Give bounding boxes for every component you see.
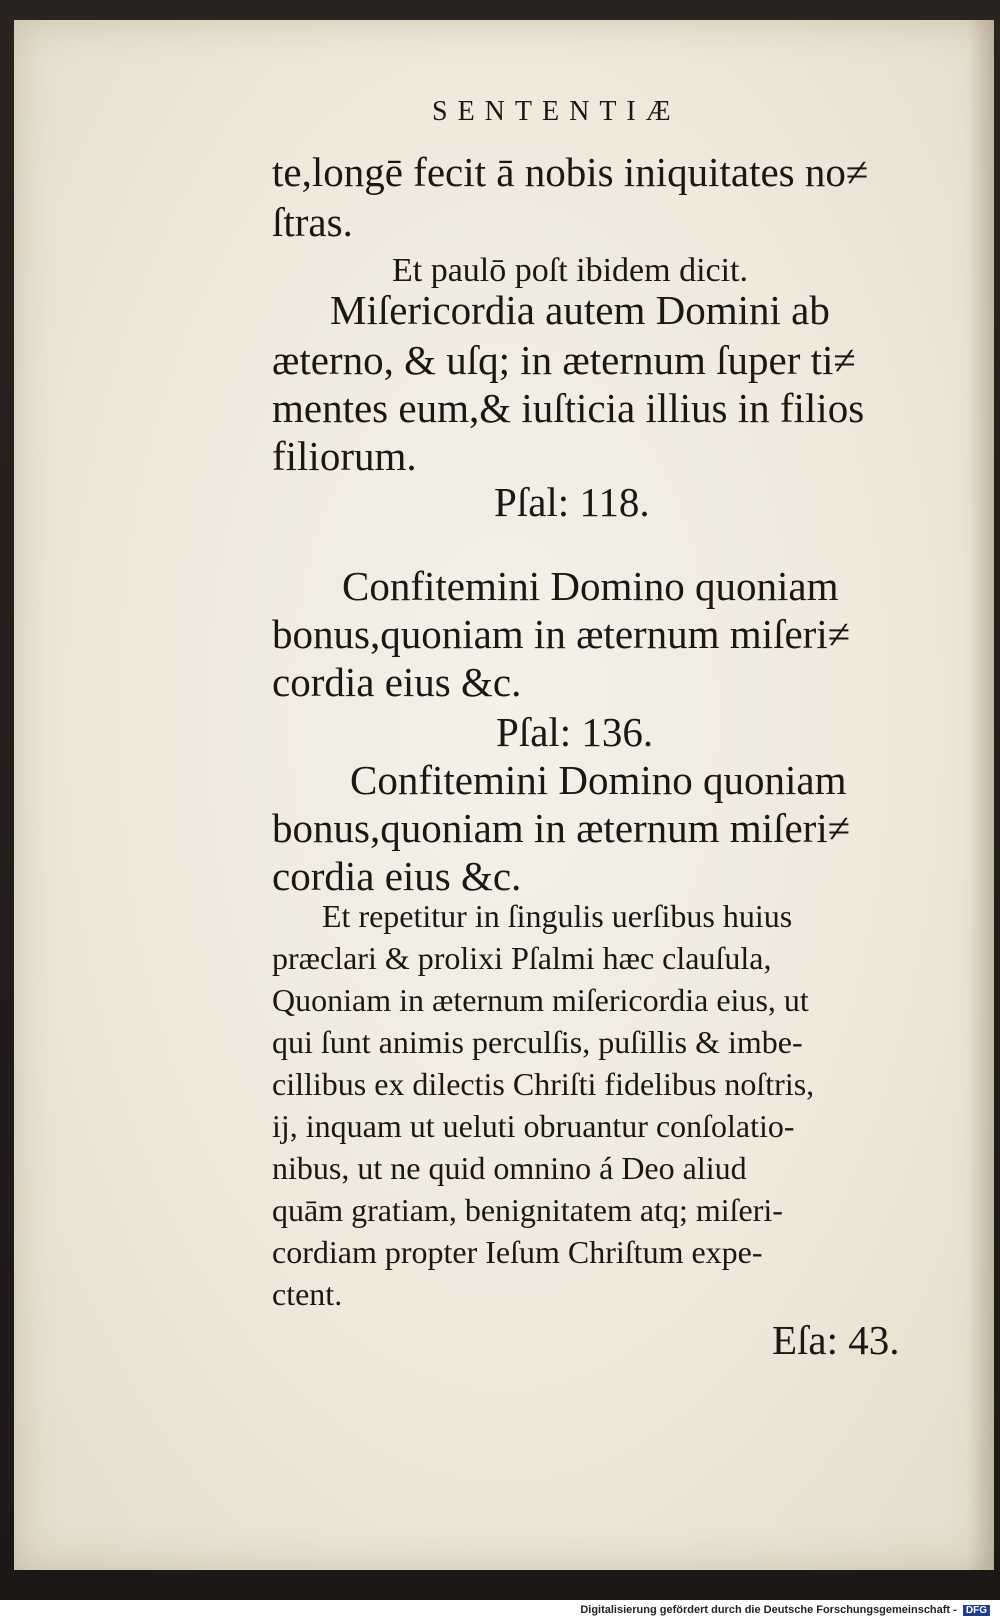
text-line-6: mentes eum,& iuſticia illius in filios xyxy=(272,385,865,431)
text-line-15: cordia eius &c. xyxy=(272,853,522,899)
text-line-25: ctent. xyxy=(272,1276,343,1312)
text-line-17: præclari & prolixi Pſalmi hæc clauſula, xyxy=(272,940,772,976)
text-line-9: Confitemini Domino quoniam xyxy=(342,563,839,609)
text-line-5: æterno, & uſq; in æternum ſuper ti≠ xyxy=(272,337,856,383)
text-line-22: nibus, ut ne quid omnino á Deo aliud xyxy=(272,1150,747,1186)
psalm-ref-118: Pſal: 118. xyxy=(494,479,650,525)
text-line-7: filiorum. xyxy=(272,433,417,479)
text-line-20: cillibus ex dilectis Chriſti fidelibus noſtris, xyxy=(272,1066,815,1102)
text-line-23: quām gratiam, benignitatem atq; miſeri- xyxy=(272,1192,783,1228)
page-edge-shadow xyxy=(968,20,994,1570)
text-line-16: Et repetitur in ſingulis uerſibus huius xyxy=(322,898,793,934)
credit-text: Digitalisierung gefördert durch die Deutsche Forschungsgemeinschaft - xyxy=(580,1604,957,1616)
text-line-24: cordiam propter Ieſum Chriſtum expe- xyxy=(272,1234,763,1270)
text-line-10: bonus,quoniam in æternum miſeri≠ xyxy=(272,611,851,657)
text-line-19: qui ſunt animis perculſis, puſillis & imbe- xyxy=(272,1024,803,1060)
running-head: SENTENTIÆ xyxy=(432,96,681,127)
text-line-4: Miſericordia autem Domini ab xyxy=(330,287,830,333)
text-line-21: ij, inquam ut ueluti obruantur conſolatio- xyxy=(272,1108,795,1144)
text-line-11: cordia eius &c. xyxy=(272,659,522,705)
text-line-2: ſtras. xyxy=(272,199,353,245)
text-line-18: Quoniam in æternum miſericordia eius, ut xyxy=(272,982,809,1018)
isaiah-ref: Eſa: 43. xyxy=(772,1317,900,1363)
text-line-13: Confitemini Domino quoniam xyxy=(350,757,847,803)
text-line-3: Et paulō poſt ibidem dicit. xyxy=(392,252,749,289)
text-line-1: te,longē fecit ā nobis iniquitates no≠ xyxy=(272,149,869,195)
text-line-14: bonus,quoniam in æternum miſeri≠ xyxy=(272,805,851,851)
digitization-credit xyxy=(580,1604,990,1616)
dfg-logo: DFG xyxy=(963,1605,990,1616)
psalm-ref-136: Pſal: 136. xyxy=(496,709,654,755)
